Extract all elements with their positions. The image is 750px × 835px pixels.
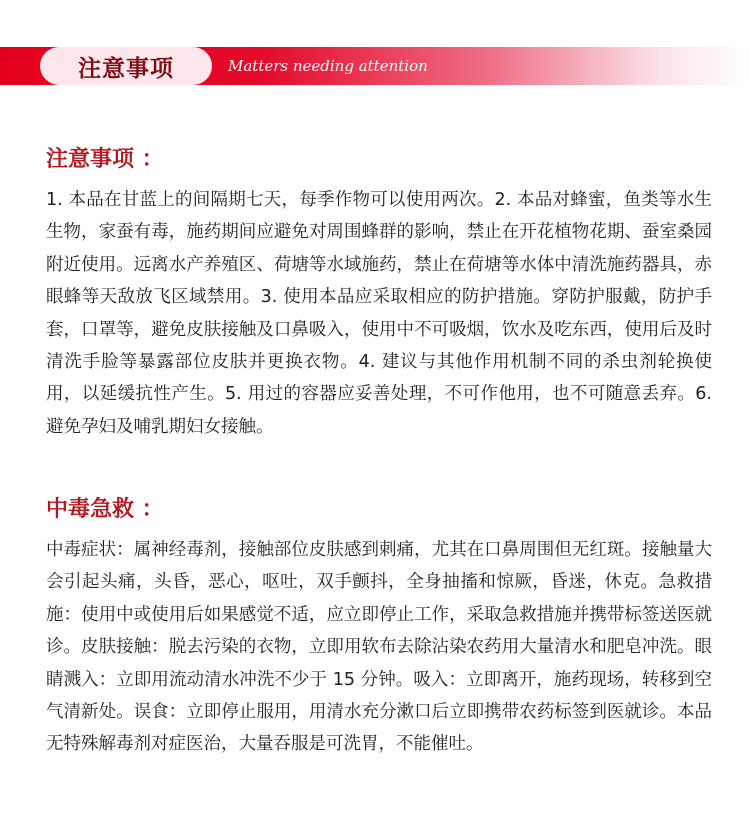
- first-aid-text: 中毒症状：属神经毒剂，接触部位皮肤感到刺痛，尤其在口鼻周围但无红斑。接触量大会引起头痛，头昏，恶心，呕吐，双手颤抖，全身抽搐和惊厥，昏迷，休克。急救措施：使用中或使用后如果感觉不适，应立即停止工作，采取急救措施并携带标签送医就诊。皮肤接触：脱去污染的衣物，立即用软布去除沾染农药用大量清水和肥皂冲洗。眼睛溅入：立即用流动清水冲洗不少于 15 分钟。吸入：立即离开，施药现场，转移到空气清新处。误食：立即停止服用，用清水充分漱口后立即携带农药标签到医就诊。本品无特殊解毒剂对症医治，大量吞服是可洗胃，不能催吐。: [46, 540, 712, 755]
- section-banner: [0, 47, 750, 85]
- banner-title-cn: 注意事项: [40, 47, 212, 85]
- precautions-text: 1. 本品在甘蓝上的间隔期七天，每季作物可以使用两次。2. 本品对蜂蜜，鱼类等水生生物，家蚕有毒，施药期间应避免对周围蜂群的影响，禁止在开花植物花期、蚕室桑园附近使用。远离水产养殖区、荷塘等水域施药，禁止在荷塘等水体中清洗施药器具，赤眼蜂等天敌放飞区域禁用。3. 使用本品应采取相应的防护措施。穿防护服戴，防护手套，口罩等，避免皮肤接触及口鼻吸入，使用中不可吸烟，饮水及吃东西，使用后及时清洗手脸等暴露部位皮肤并更换衣物。4. 建议与其他作用机制不同的杀虫剂轮换使用，以延缓抗性产生。5. 用过的容器应妥善处理，不可作他用，也不可随意丢弃。6. 避免孕妇及哺乳期妇女接触。: [46, 190, 712, 437]
- banner-title-en: Matters needing attention: [228, 57, 428, 75]
- precautions-heading: 注意事项 ：: [46, 147, 164, 172]
- first-aid-heading: 中毒急救 ：: [46, 497, 164, 522]
